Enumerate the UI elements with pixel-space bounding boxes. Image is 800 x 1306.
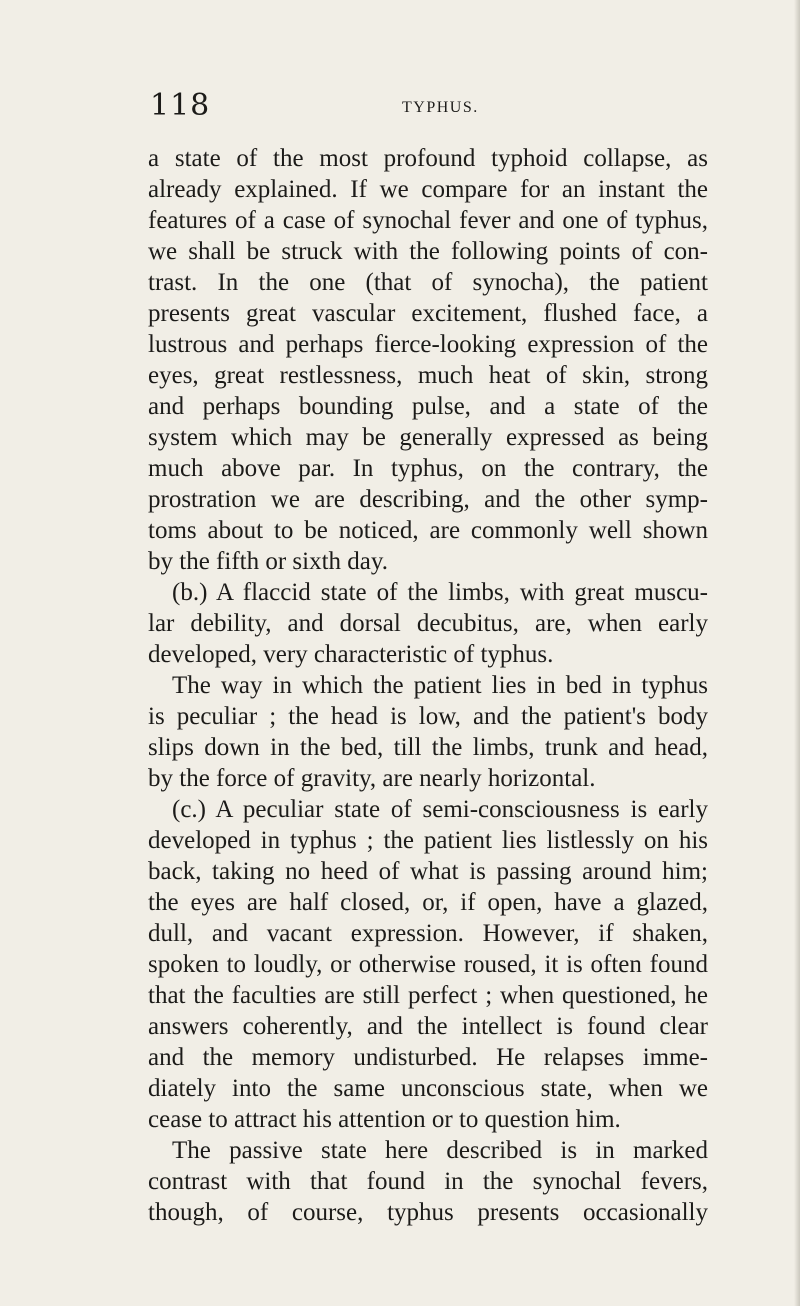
page-number: 118 xyxy=(150,88,211,123)
text-line: a state of the most profound typhoid collapse, as xyxy=(148,145,708,172)
text-line: prostration we are describing, and the other symp- xyxy=(148,486,708,513)
text-line: answers coherently, and the intellect is found clear xyxy=(148,1013,708,1040)
text-line: developed in typhus ; the patient lies listlessly on his xyxy=(148,827,708,854)
text-line: spoken to loudly, or otherwise roused, it is often found xyxy=(148,951,708,978)
text-line: eyes, great restlessness, much heat of skin, strong xyxy=(148,362,708,389)
text-line: dull, and vacant expression. However, if shaken, xyxy=(148,920,708,947)
text-line: features of a case of synochal fever and one of typhus, xyxy=(148,207,708,234)
text-line: by the force of gravity, are nearly horizontal. xyxy=(148,765,596,792)
page-header xyxy=(150,88,690,128)
text-line: slips down in the bed, till the limbs, trunk and head, xyxy=(148,734,708,761)
text-line: presents great vascular excitement, flushed face, a xyxy=(148,300,708,327)
text-line: is peculiar ; the head is low, and the patient's body xyxy=(148,703,708,730)
text-line: already explained. If we compare for an instant the xyxy=(148,176,708,203)
body-text xyxy=(148,143,708,1228)
text-line: cease to attract his attention or to question him. xyxy=(148,1106,621,1133)
text-line: (c.) A peculiar state of semi-consciousness is early xyxy=(172,796,708,823)
text-line: trast. In the one (that of synocha), the patient xyxy=(148,269,708,296)
text-line: and perhaps bounding pulse, and a state of the xyxy=(148,393,708,420)
text-line: toms about to be noticed, are commonly well shown xyxy=(148,517,708,544)
text-line: that the faculties are still perfect ; when questioned, he xyxy=(148,982,708,1009)
text-line: The way in which the patient lies in bed in typhus xyxy=(172,672,708,699)
text-line: developed, very characteristic of typhus. xyxy=(148,641,554,668)
running-head: TYPHUS. xyxy=(402,99,479,116)
text-line: diately into the same unconscious state, when we xyxy=(148,1075,708,1102)
text-line: contrast with that found in the synochal fevers, xyxy=(148,1168,708,1195)
text-line: we shall be struck with the following points of con- xyxy=(148,238,708,265)
text-line: the eyes are half closed, or, if open, have a glazed, xyxy=(148,889,708,916)
text-line: though, of course, typhus presents occasionally xyxy=(148,1199,708,1226)
text-line: by the fifth or sixth day. xyxy=(148,548,389,575)
text-line: lar debility, and dorsal decubitus, are, when early xyxy=(148,610,708,637)
text-line: much above par. In typhus, on the contrary, the xyxy=(148,455,708,482)
text-line: and the memory undisturbed. He relapses imme- xyxy=(148,1044,708,1071)
text-line: The passive state here described is in marked xyxy=(172,1137,708,1164)
text-line: system which may be generally expressed as being xyxy=(148,424,708,451)
text-line: lustrous and perhaps fierce-looking expression of the xyxy=(148,331,708,358)
text-line: back, taking no heed of what is passing around him; xyxy=(148,858,708,885)
text-line: (b.) A flaccid state of the limbs, with great muscu- xyxy=(172,579,708,606)
